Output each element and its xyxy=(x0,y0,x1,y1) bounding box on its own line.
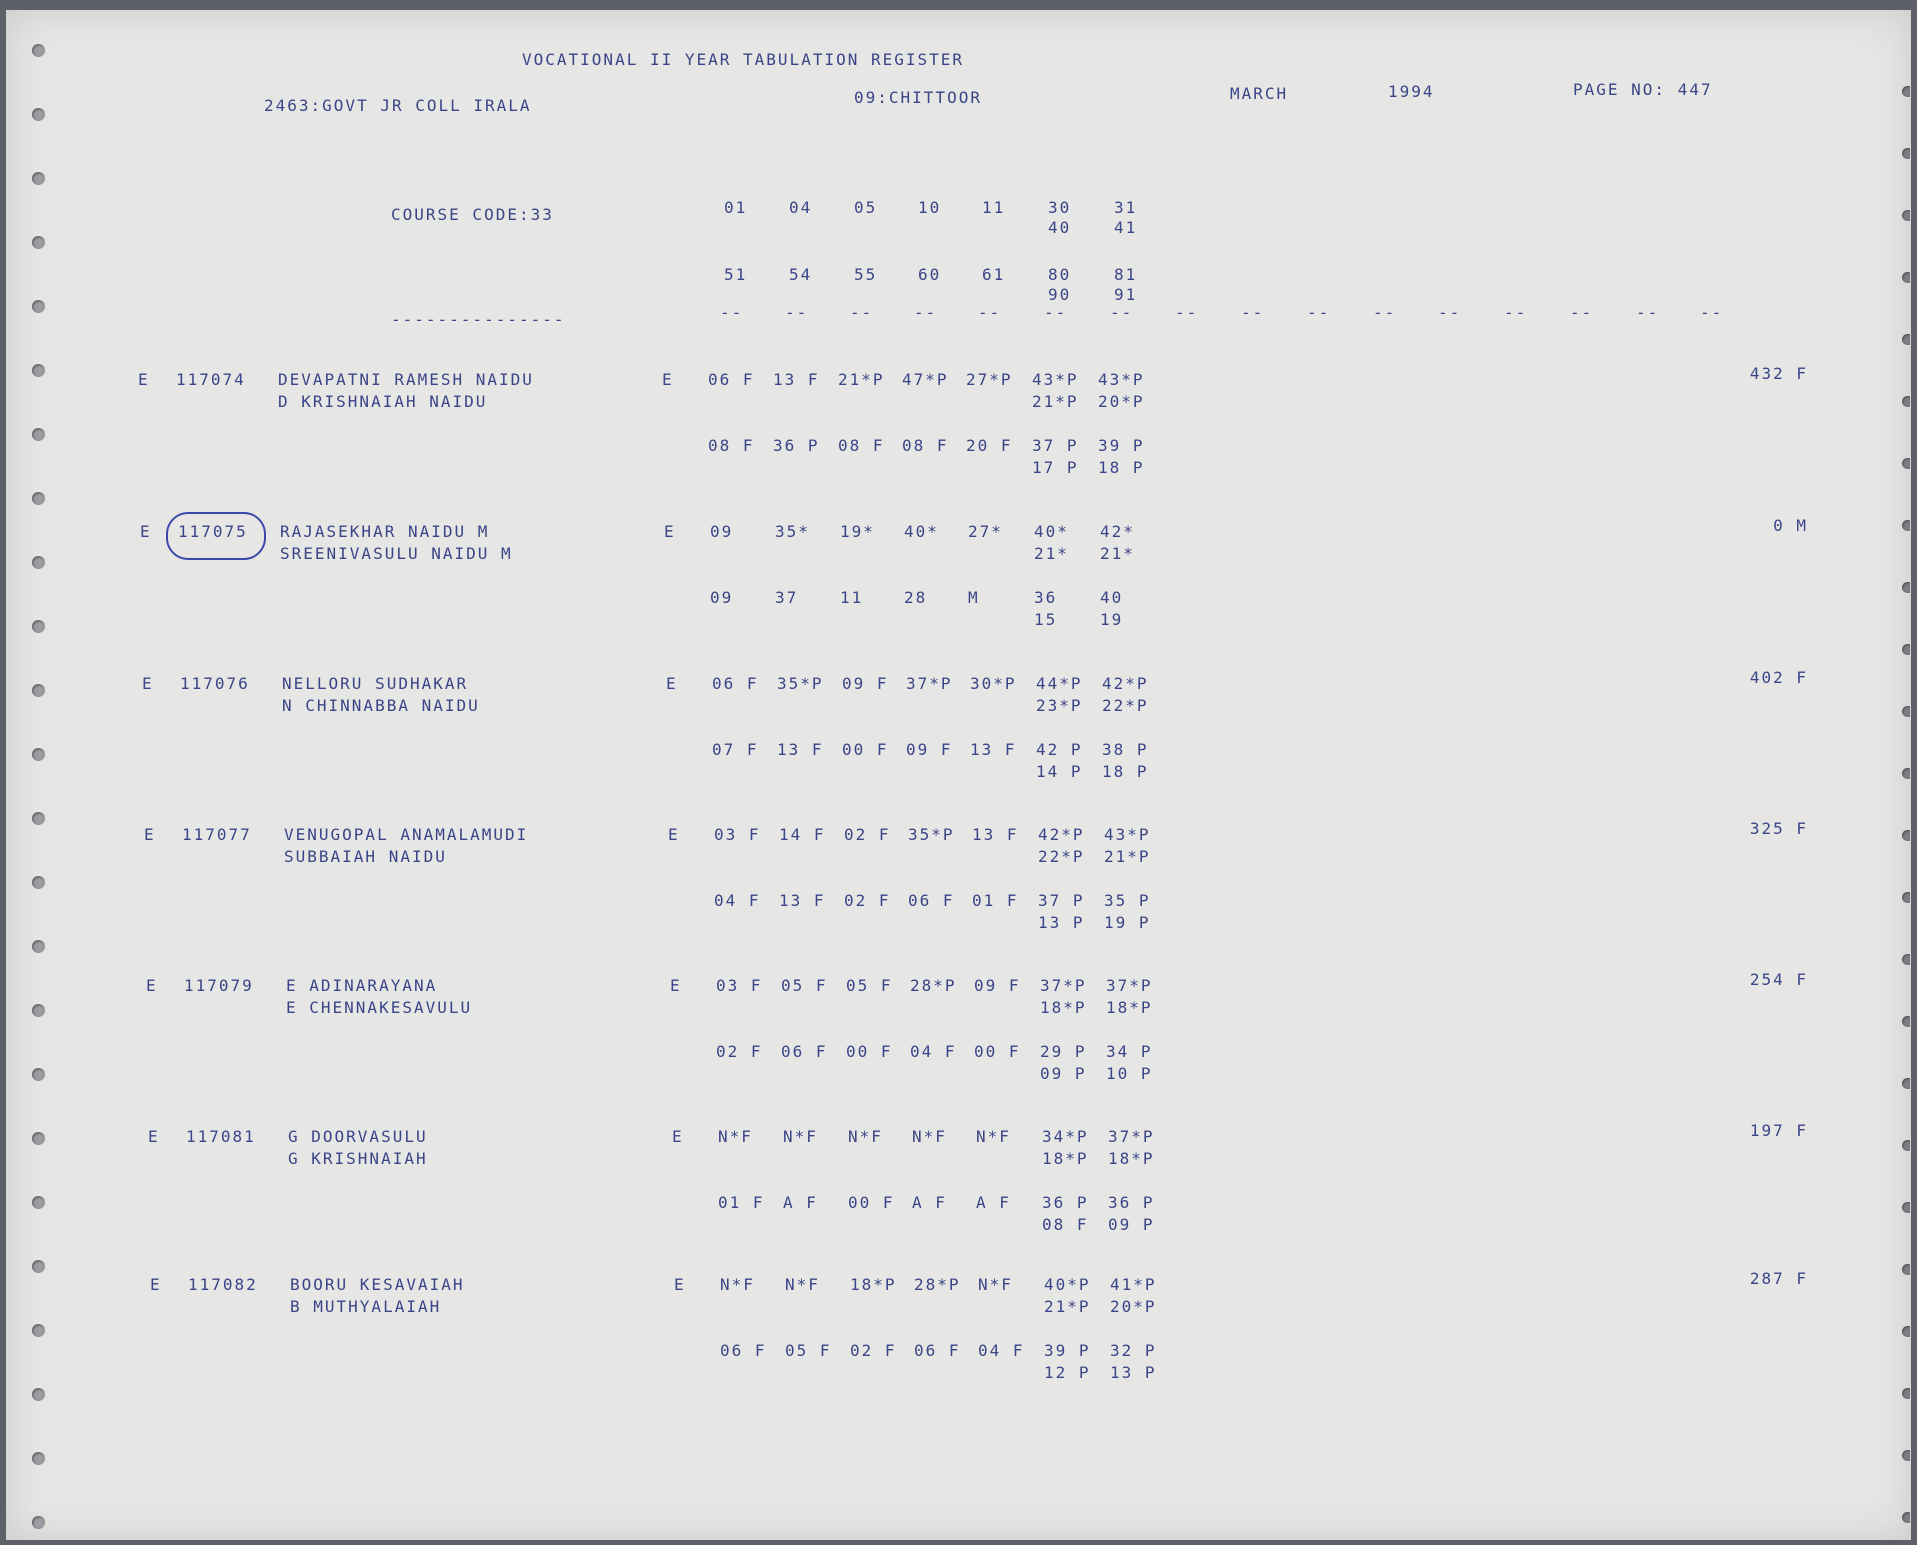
feed-hole xyxy=(32,684,45,697)
feed-hole xyxy=(32,1388,45,1401)
exam-month: MARCH xyxy=(1230,84,1289,103)
subject-mark: 40* xyxy=(1034,522,1069,541)
feed-hole xyxy=(1902,644,1910,655)
student-roll-number: 117079 xyxy=(184,976,254,995)
feed-hole xyxy=(1902,86,1910,97)
subject-mark: A F xyxy=(912,1193,947,1212)
feed-hole xyxy=(1902,1016,1910,1027)
subject-mark: 13 F xyxy=(779,891,826,910)
father-name: D KRISHNAIAH NAIDU xyxy=(278,392,488,411)
subject-mark: 02 F xyxy=(844,825,891,844)
subject-mark: 37 P xyxy=(1038,891,1085,910)
subject-mark: 00 F xyxy=(842,740,889,759)
subject-mark: 28*P xyxy=(910,976,957,995)
subject-mark: 34 P xyxy=(1106,1042,1153,1061)
subject-mark: 43*P xyxy=(1098,370,1145,389)
column-dash: -- xyxy=(1700,303,1724,322)
subject-mark: 15 xyxy=(1034,610,1058,629)
subject-mark: N*F xyxy=(718,1127,753,1146)
feed-hole xyxy=(32,876,45,889)
column-dash: -- xyxy=(1636,303,1660,322)
feed-hole xyxy=(1902,334,1910,345)
subject-mark: 36 P xyxy=(1108,1193,1155,1212)
subject-mark: 42*P xyxy=(1038,825,1085,844)
feed-hole xyxy=(32,1196,45,1209)
subject-mark: 08 F xyxy=(1042,1215,1089,1234)
subject-code: 55 xyxy=(854,265,878,284)
subject-mark: 35* xyxy=(775,522,810,541)
subject-mark: 40 xyxy=(1100,588,1124,607)
subject-mark: 36 P xyxy=(1042,1193,1089,1212)
subject-mark: 39 P xyxy=(1098,436,1145,455)
student-roll-number: 117075 xyxy=(178,522,248,541)
total-result: 287 F xyxy=(1749,1269,1808,1288)
feed-hole xyxy=(32,236,45,249)
subject-mark: 18 P xyxy=(1102,762,1149,781)
subject-mark: 21*P xyxy=(838,370,885,389)
subject-mark: 18*P xyxy=(1106,998,1153,1017)
medium-marker: E xyxy=(662,370,674,389)
subject-mark: 36 P xyxy=(773,436,820,455)
subject-mark: 09 F xyxy=(906,740,953,759)
subject-mark: 04 F xyxy=(714,891,761,910)
subject-mark: 00 F xyxy=(974,1042,1021,1061)
subject-mark: 20 F xyxy=(966,436,1013,455)
feed-hole xyxy=(32,1516,45,1529)
column-dash: -- xyxy=(1044,303,1068,322)
father-name: G KRISHNAIAH xyxy=(288,1149,428,1168)
subject-mark: 37 xyxy=(775,588,799,607)
subject-mark: 09 P xyxy=(1108,1215,1155,1234)
subject-code: 81 xyxy=(1114,265,1138,284)
father-name: SUBBAIAH NAIDU xyxy=(284,847,447,866)
column-dash: -- xyxy=(1438,303,1462,322)
feed-hole xyxy=(32,492,45,505)
feed-hole xyxy=(32,172,45,185)
register-sheet xyxy=(6,10,1911,1540)
subject-mark: 40* xyxy=(904,522,939,541)
feed-hole xyxy=(1902,1202,1910,1213)
student-name: G DOORVASULU xyxy=(288,1127,428,1146)
subject-mark: 23*P xyxy=(1036,696,1083,715)
feed-hole xyxy=(1902,1512,1910,1523)
medium-marker: E xyxy=(668,825,680,844)
feed-hole xyxy=(32,1452,45,1465)
column-dash: -- xyxy=(914,303,938,322)
feed-hole xyxy=(1902,1388,1910,1399)
subject-code: 41 xyxy=(1114,218,1138,237)
exam-year: 1994 xyxy=(1388,82,1435,101)
column-dash: -- xyxy=(720,303,744,322)
subject-mark: 19* xyxy=(840,522,875,541)
subject-code: 01 xyxy=(724,198,748,217)
subject-mark: 28*P xyxy=(914,1275,961,1294)
feed-hole xyxy=(1902,520,1910,531)
subject-mark: 09 P xyxy=(1040,1064,1087,1083)
subject-mark: 35*P xyxy=(777,674,824,693)
column-dash: -- xyxy=(1307,303,1331,322)
subject-mark: N*F xyxy=(912,1127,947,1146)
feed-hole xyxy=(1902,954,1910,965)
subject-mark: 21*P xyxy=(1032,392,1079,411)
column-dash: -- xyxy=(785,303,809,322)
subject-mark: 21*P xyxy=(1044,1297,1091,1316)
subject-mark: N*F xyxy=(720,1275,755,1294)
medium-marker: E xyxy=(664,522,676,541)
total-result: 197 F xyxy=(1749,1121,1808,1140)
student-roll-number: 117076 xyxy=(180,674,250,693)
subject-mark: 47*P xyxy=(902,370,949,389)
feed-hole xyxy=(1902,1078,1910,1089)
subject-mark: 05 F xyxy=(846,976,893,995)
feed-hole xyxy=(1902,1450,1910,1461)
page-number: PAGE NO: 447 xyxy=(1573,80,1713,99)
feed-hole xyxy=(32,428,45,441)
subject-code: 10 xyxy=(918,198,942,217)
pen-circle-mark xyxy=(166,512,266,560)
subject-mark: 09 xyxy=(710,588,734,607)
subject-mark: 18 P xyxy=(1098,458,1145,477)
feed-hole xyxy=(32,940,45,953)
subject-mark: 21* xyxy=(1034,544,1069,563)
subject-code: 61 xyxy=(982,265,1006,284)
feed-hole xyxy=(1902,1140,1910,1151)
subject-mark: 22*P xyxy=(1102,696,1149,715)
feed-hole xyxy=(32,300,45,313)
student-category: E xyxy=(144,825,156,844)
subject-code: 51 xyxy=(724,265,748,284)
feed-hole xyxy=(1902,1264,1910,1275)
feed-hole xyxy=(32,556,45,569)
feed-hole xyxy=(32,1068,45,1081)
student-name: NELLORU SUDHAKAR xyxy=(282,674,469,693)
subject-mark: 11 xyxy=(840,588,864,607)
student-category: E xyxy=(148,1127,160,1146)
subject-mark: 18*P xyxy=(1108,1149,1155,1168)
student-category: E xyxy=(140,522,152,541)
subject-mark: 13 F xyxy=(777,740,824,759)
subject-code: 80 xyxy=(1048,265,1072,284)
subject-mark: 30*P xyxy=(970,674,1017,693)
header-underline: --------------- xyxy=(391,310,566,329)
subject-mark: 40*P xyxy=(1044,1275,1091,1294)
medium-marker: E xyxy=(666,674,678,693)
subject-mark: 02 F xyxy=(716,1042,763,1061)
course-code: COURSE CODE:33 xyxy=(391,205,554,224)
student-roll-number: 117074 xyxy=(176,370,246,389)
subject-mark: 06 F xyxy=(720,1341,767,1360)
father-name: E CHENNAKESAVULU xyxy=(286,998,473,1017)
total-result: 432 F xyxy=(1749,364,1808,383)
feed-hole xyxy=(32,1132,45,1145)
student-category: E xyxy=(146,976,158,995)
medium-marker: E xyxy=(670,976,682,995)
district-name: 09:CHITTOOR xyxy=(854,88,982,107)
subject-mark: 08 F xyxy=(838,436,885,455)
subject-mark: 12 P xyxy=(1044,1363,1091,1382)
subject-mark: 44*P xyxy=(1036,674,1083,693)
total-result: 254 F xyxy=(1749,970,1808,989)
subject-code: 91 xyxy=(1114,285,1138,304)
medium-marker: E xyxy=(672,1127,684,1146)
subject-mark: 21*P xyxy=(1104,847,1151,866)
subject-mark: 43*P xyxy=(1032,370,1079,389)
father-name: N CHINNABBA NAIDU xyxy=(282,696,480,715)
subject-mark: 22*P xyxy=(1038,847,1085,866)
subject-mark: 06 F xyxy=(708,370,755,389)
feed-hole xyxy=(1902,148,1910,159)
student-roll-number: 117081 xyxy=(186,1127,256,1146)
subject-mark: 00 F xyxy=(846,1042,893,1061)
subject-mark: 14 P xyxy=(1036,762,1083,781)
subject-mark: 09 F xyxy=(842,674,889,693)
student-name: VENUGOPAL ANAMALAMUDI xyxy=(284,825,529,844)
feed-hole xyxy=(1902,706,1910,717)
subject-mark: 19 P xyxy=(1104,913,1151,932)
subject-code: 54 xyxy=(789,265,813,284)
subject-mark: 02 F xyxy=(844,891,891,910)
father-name: B MUTHYALAIAH xyxy=(290,1297,442,1316)
subject-mark: 05 F xyxy=(781,976,828,995)
subject-mark: 43*P xyxy=(1104,825,1151,844)
total-result: 0 M xyxy=(1773,516,1808,535)
feed-hole xyxy=(1902,768,1910,779)
medium-marker: E xyxy=(674,1275,686,1294)
feed-hole xyxy=(32,44,45,57)
subject-code: 90 xyxy=(1048,285,1072,304)
subject-mark: M xyxy=(968,588,980,607)
subject-mark: N*F xyxy=(785,1275,820,1294)
subject-mark: 42 P xyxy=(1036,740,1083,759)
subject-mark: 20*P xyxy=(1098,392,1145,411)
subject-mark: 03 F xyxy=(716,976,763,995)
total-result: 325 F xyxy=(1749,819,1808,838)
subject-mark: 18*P xyxy=(850,1275,897,1294)
feed-hole xyxy=(1902,892,1910,903)
subject-mark: 17 P xyxy=(1032,458,1079,477)
register-title: VOCATIONAL II YEAR TABULATION REGISTER xyxy=(522,50,965,69)
subject-mark: 01 F xyxy=(718,1193,765,1212)
subject-code: 31 xyxy=(1114,198,1138,217)
student-category: E xyxy=(142,674,154,693)
student-category: E xyxy=(150,1275,162,1294)
feed-hole xyxy=(32,1324,45,1337)
subject-mark: 09 xyxy=(710,522,734,541)
column-dash: -- xyxy=(1241,303,1265,322)
subject-mark: 37*P xyxy=(1106,976,1153,995)
feed-hole xyxy=(32,108,45,121)
subject-mark: 27*P xyxy=(966,370,1013,389)
subject-mark: 06 F xyxy=(914,1341,961,1360)
student-roll-number: 117082 xyxy=(188,1275,258,1294)
subject-mark: 35*P xyxy=(908,825,955,844)
subject-code: 30 xyxy=(1048,198,1072,217)
subject-mark: 32 P xyxy=(1110,1341,1157,1360)
subject-mark: 02 F xyxy=(850,1341,897,1360)
subject-mark: N*F xyxy=(978,1275,1013,1294)
subject-mark: 42* xyxy=(1100,522,1135,541)
student-name: DEVAPATNI RAMESH NAIDU xyxy=(278,370,534,389)
subject-mark: 04 F xyxy=(978,1341,1025,1360)
subject-mark: 04 F xyxy=(910,1042,957,1061)
subject-mark: 06 F xyxy=(908,891,955,910)
college-name: 2463:GOVT JR COLL IRALA xyxy=(264,96,532,115)
subject-mark: 06 F xyxy=(712,674,759,693)
feed-hole xyxy=(32,748,45,761)
feed-hole xyxy=(1902,1326,1910,1337)
subject-mark: 00 F xyxy=(848,1193,895,1212)
subject-mark: 39 P xyxy=(1044,1341,1091,1360)
subject-mark: 42*P xyxy=(1102,674,1149,693)
feed-hole xyxy=(32,620,45,633)
subject-mark: 37*P xyxy=(1040,976,1087,995)
subject-mark: 13 F xyxy=(972,825,1019,844)
column-dash: -- xyxy=(1373,303,1397,322)
subject-mark: 09 F xyxy=(974,976,1021,995)
subject-mark: 28 xyxy=(904,588,928,607)
subject-mark: 08 F xyxy=(902,436,949,455)
subject-code: 60 xyxy=(918,265,942,284)
feed-hole xyxy=(32,1004,45,1017)
total-result: 402 F xyxy=(1749,668,1808,687)
student-name: E ADINARAYANA xyxy=(286,976,438,995)
column-dash: -- xyxy=(1504,303,1528,322)
subject-code: 05 xyxy=(854,198,878,217)
feed-hole xyxy=(1902,830,1910,841)
student-roll-number: 117077 xyxy=(182,825,252,844)
subject-mark: 13 F xyxy=(773,370,820,389)
subject-mark: 35 P xyxy=(1104,891,1151,910)
feed-hole xyxy=(32,364,45,377)
father-name: SREENIVASULU NAIDU M xyxy=(280,544,513,563)
column-dash: -- xyxy=(1570,303,1594,322)
subject-mark: N*F xyxy=(976,1127,1011,1146)
feed-hole xyxy=(1902,458,1910,469)
feed-hole xyxy=(1902,582,1910,593)
subject-mark: 01 F xyxy=(972,891,1019,910)
subject-mark: 34*P xyxy=(1042,1127,1089,1146)
subject-code: 11 xyxy=(982,198,1006,217)
feed-hole xyxy=(1902,210,1910,221)
subject-mark: 36 xyxy=(1034,588,1058,607)
student-name: BOORU KESAVAIAH xyxy=(290,1275,465,1294)
column-dash: -- xyxy=(1110,303,1134,322)
column-dash: -- xyxy=(1175,303,1199,322)
student-name: RAJASEKHAR NAIDU M xyxy=(280,522,490,541)
subject-code: 04 xyxy=(789,198,813,217)
subject-mark: 13 P xyxy=(1110,1363,1157,1382)
subject-mark: 08 F xyxy=(708,436,755,455)
subject-mark: 38 P xyxy=(1102,740,1149,759)
subject-mark: 37*P xyxy=(1108,1127,1155,1146)
subject-mark: 19 xyxy=(1100,610,1124,629)
feed-hole xyxy=(32,1260,45,1273)
subject-mark: 05 F xyxy=(785,1341,832,1360)
subject-mark: 03 F xyxy=(714,825,761,844)
subject-mark: 20*P xyxy=(1110,1297,1157,1316)
column-dash: -- xyxy=(850,303,874,322)
feed-hole xyxy=(1902,272,1910,283)
subject-mark: A F xyxy=(783,1193,818,1212)
feed-hole xyxy=(1902,396,1910,407)
subject-mark: 06 F xyxy=(781,1042,828,1061)
subject-mark: 37*P xyxy=(906,674,953,693)
subject-mark: 18*P xyxy=(1042,1149,1089,1168)
subject-mark: 27* xyxy=(968,522,1003,541)
column-dash: -- xyxy=(978,303,1002,322)
subject-mark: 14 F xyxy=(779,825,826,844)
subject-mark: 07 F xyxy=(712,740,759,759)
subject-mark: 13 P xyxy=(1038,913,1085,932)
subject-code: 40 xyxy=(1048,218,1072,237)
subject-mark: 18*P xyxy=(1040,998,1087,1017)
subject-mark: A F xyxy=(976,1193,1011,1212)
subject-mark: 10 P xyxy=(1106,1064,1153,1083)
subject-mark: 29 P xyxy=(1040,1042,1087,1061)
subject-mark: N*F xyxy=(848,1127,883,1146)
feed-hole xyxy=(32,812,45,825)
subject-mark: 41*P xyxy=(1110,1275,1157,1294)
subject-mark: 21* xyxy=(1100,544,1135,563)
subject-mark: N*F xyxy=(783,1127,818,1146)
student-category: E xyxy=(138,370,150,389)
subject-mark: 13 F xyxy=(970,740,1017,759)
subject-mark: 37 P xyxy=(1032,436,1079,455)
